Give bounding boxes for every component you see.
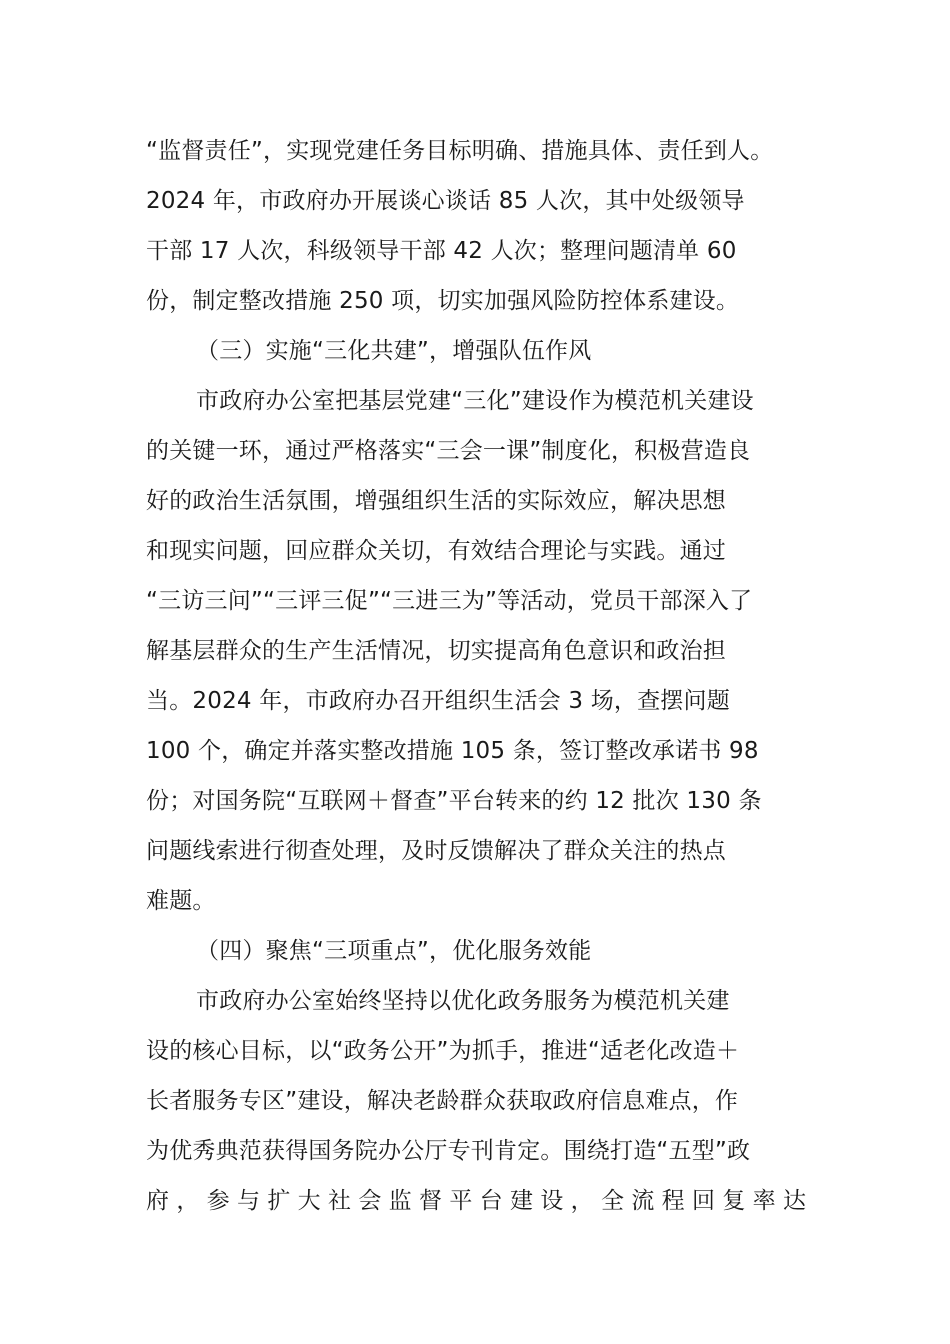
text-line: 难题。 [146,888,216,914]
text-line: 和现实问题，回应群众关切，有效结合理论与实践。通过 [146,538,726,564]
text-line: “监督责任”，实现党建任务目标明确、措施具体、责任到人。 [146,138,774,164]
text-line: 份，制定整改措施 250 项，切实加强风险防控体系建设。 [146,288,740,314]
text-line: 为优秀典范获得国务院办公厅专刊肯定。围绕打造“五型”政 [146,1138,751,1164]
paragraph-start: 市政府办公室始终坚持以优化政务服务为模范机关建 [196,988,730,1014]
text-line: 份；对国务院“互联网＋督查”平台转来的约 12 批次 130 条 [146,788,762,814]
document-body [146,126,806,1226]
section-heading-4: （四）聚焦“三项重点”，优化服务效能 [196,938,592,964]
text-line: 当。2024 年，市政府办召开组织生活会 3 场，查摆问题 [146,688,730,714]
text-line: 100 个，确定并落实整改措施 105 条，签订整改承诺书 98 [146,738,759,764]
text-line: 长者服务专区”建设，解决老龄群众获取政府信息难点，作 [146,1088,739,1114]
text-line: “三访三问”“三评三促”“三进三为”等活动，党员干部深入了 [146,588,753,614]
text-line: 的关键一环，通过严格落实“三会一课”制度化，积极营造良 [146,438,751,464]
paragraph-start: 市政府办公室把基层党建“三化”建设作为模范机关建设 [196,388,754,414]
text-line: 府，参与扩大社会监督平台建设，全流程回复率达 [146,1188,806,1214]
text-line: 干部 17 人次，科级领导干部 42 人次；整理问题清单 60 [146,238,737,264]
text-line: 解基层群众的生产生活情况，切实提高角色意识和政治担 [146,638,726,664]
text-line: 设的核心目标，以“政务公开”为抓手，推进“适老化改造＋ [146,1038,740,1064]
text-line: 好的政治生活氛围，增强组织生活的实际效应，解决思想 [146,488,726,514]
section-heading-3: （三）实施“三化共建”，增强队伍作风 [196,338,592,364]
text-line: 问题线索进行彻查处理，及时反馈解决了群众关注的热点 [146,838,726,864]
text-line: 2024 年，市政府办开展谈心谈话 85 人次，其中处级领导 [146,188,745,214]
